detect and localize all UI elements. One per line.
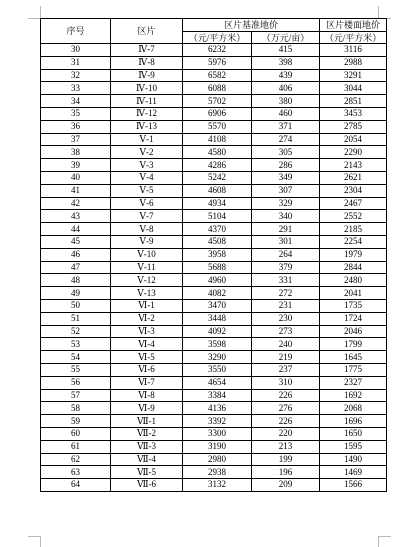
table-row [41, 248, 387, 261]
table-row [41, 479, 387, 492]
cell-base-price-sqm: 5104 [183, 210, 252, 223]
table-row [41, 287, 387, 300]
table-row [41, 376, 387, 389]
cell-zone: Ⅴ-2 [111, 146, 183, 159]
cell-floor-price: 1696 [320, 415, 387, 428]
cell-seq: 50 [41, 299, 111, 312]
cell-seq: 39 [41, 159, 111, 172]
cell-base-price-mu: 219 [252, 351, 320, 364]
cell-zone: Ⅶ-1 [111, 415, 183, 428]
cell-base-price-sqm: 3392 [183, 415, 252, 428]
cell-base-price-sqm: 4108 [183, 133, 252, 146]
cell-zone: Ⅴ-1 [111, 133, 183, 146]
cell-base-price-sqm: 3132 [183, 479, 252, 492]
cell-floor-price: 2621 [320, 171, 387, 184]
table-row [41, 197, 387, 210]
cell-zone: Ⅴ-12 [111, 274, 183, 287]
cell-base-price-sqm: 3598 [183, 338, 252, 351]
cell-floor-price: 2785 [320, 120, 387, 133]
cell-seq: 56 [41, 376, 111, 389]
cell-floor-price: 2054 [320, 133, 387, 146]
cell-base-price-sqm: 5570 [183, 120, 252, 133]
cell-base-price-mu: 237 [252, 363, 320, 376]
cell-seq: 52 [41, 325, 111, 338]
cell-floor-price: 3291 [320, 69, 387, 82]
cell-seq: 62 [41, 453, 111, 466]
cell-base-price-sqm: 4608 [183, 184, 252, 197]
cell-floor-price: 2068 [320, 402, 387, 415]
cell-floor-price: 3116 [320, 44, 387, 57]
table-row [41, 351, 387, 364]
cell-base-price-sqm: 4654 [183, 376, 252, 389]
cell-base-price-sqm: 6906 [183, 107, 252, 120]
table-row [41, 184, 387, 197]
cell-base-price-sqm: 6582 [183, 69, 252, 82]
cell-seq: 54 [41, 351, 111, 364]
cell-seq: 51 [41, 312, 111, 325]
cell-floor-price: 2480 [320, 274, 387, 287]
table-row [41, 171, 387, 184]
cell-base-price-mu: 291 [252, 223, 320, 236]
cell-seq: 31 [41, 56, 111, 69]
cell-base-price-mu: 209 [252, 479, 320, 492]
cell-floor-price: 1724 [320, 312, 387, 325]
cell-zone: Ⅵ-4 [111, 338, 183, 351]
cell-base-price-sqm: 4934 [183, 197, 252, 210]
cell-floor-price: 1692 [320, 389, 387, 402]
cell-base-price-sqm: 6232 [183, 44, 252, 57]
cell-zone: Ⅴ-11 [111, 261, 183, 274]
cell-base-price-mu: 310 [252, 376, 320, 389]
cell-seq: 32 [41, 69, 111, 82]
cell-zone: Ⅴ-3 [111, 159, 183, 172]
cell-zone: Ⅵ-3 [111, 325, 183, 338]
cell-base-price-sqm: 3958 [183, 248, 252, 261]
table-row [41, 338, 387, 351]
cell-base-price-sqm: 3300 [183, 427, 252, 440]
cell-base-price-sqm: 4092 [183, 325, 252, 338]
cell-base-price-mu: 272 [252, 287, 320, 300]
cell-zone: Ⅳ-8 [111, 56, 183, 69]
cell-base-price-sqm: 5702 [183, 95, 252, 108]
cell-zone: Ⅳ-10 [111, 82, 183, 95]
cell-base-price-sqm: 4286 [183, 159, 252, 172]
table-row [41, 146, 387, 159]
cell-seq: 43 [41, 210, 111, 223]
cell-zone: Ⅴ-4 [111, 171, 183, 184]
cell-zone: Ⅴ-8 [111, 223, 183, 236]
cell-floor-price: 2143 [320, 159, 387, 172]
cell-base-price-mu: 331 [252, 274, 320, 287]
header-seq: 序号 [41, 19, 111, 44]
cell-base-price-sqm: 3384 [183, 389, 252, 402]
cell-zone: Ⅳ-9 [111, 69, 183, 82]
table-row [41, 466, 387, 479]
table-row [41, 312, 387, 325]
cell-zone: Ⅳ-11 [111, 95, 183, 108]
cell-floor-price: 2552 [320, 210, 387, 223]
cell-seq: 59 [41, 415, 111, 428]
cell-seq: 48 [41, 274, 111, 287]
cell-floor-price: 2844 [320, 261, 387, 274]
cell-base-price-mu: 398 [252, 56, 320, 69]
cell-base-price-mu: 273 [252, 325, 320, 338]
table-row [41, 95, 387, 108]
table-row [41, 440, 387, 453]
cell-base-price-mu: 349 [252, 171, 320, 184]
cell-zone: Ⅵ-9 [111, 402, 183, 415]
cell-seq: 61 [41, 440, 111, 453]
cell-floor-price: 2467 [320, 197, 387, 210]
cell-zone: Ⅶ-6 [111, 479, 183, 492]
cell-base-price-sqm: 3190 [183, 440, 252, 453]
cell-floor-price: 1469 [320, 466, 387, 479]
cell-zone: Ⅴ-10 [111, 248, 183, 261]
cell-base-price-sqm: 5688 [183, 261, 252, 274]
cell-floor-price: 2041 [320, 287, 387, 300]
cell-seq: 58 [41, 402, 111, 415]
cell-seq: 37 [41, 133, 111, 146]
cell-base-price-sqm: 4136 [183, 402, 252, 415]
table-row [41, 133, 387, 146]
cell-base-price-sqm: 4370 [183, 223, 252, 236]
cell-seq: 63 [41, 466, 111, 479]
cell-seq: 45 [41, 235, 111, 248]
cell-seq: 42 [41, 197, 111, 210]
header-base-price: 区片基准地价 [183, 19, 320, 32]
cell-floor-price: 1595 [320, 440, 387, 453]
cell-seq: 47 [41, 261, 111, 274]
cell-zone: Ⅳ-12 [111, 107, 183, 120]
cell-base-price-mu: 305 [252, 146, 320, 159]
table-row [41, 107, 387, 120]
cell-floor-price: 1650 [320, 427, 387, 440]
cell-base-price-mu: 226 [252, 415, 320, 428]
table-body [41, 44, 387, 492]
cell-base-price-sqm: 2938 [183, 466, 252, 479]
cell-zone: Ⅳ-13 [111, 120, 183, 133]
header-floor-price: 区片楼面地价 [320, 19, 387, 32]
cell-zone: Ⅶ-2 [111, 427, 183, 440]
table-row [41, 235, 387, 248]
table-row [41, 274, 387, 287]
table-row [41, 325, 387, 338]
cell-base-price-sqm: 5242 [183, 171, 252, 184]
cell-zone: Ⅴ-9 [111, 235, 183, 248]
cell-base-price-mu: 274 [252, 133, 320, 146]
cell-zone: Ⅴ-5 [111, 184, 183, 197]
cell-floor-price: 2046 [320, 325, 387, 338]
cell-zone: Ⅶ-5 [111, 466, 183, 479]
land-price-table [40, 18, 387, 492]
cell-floor-price: 2304 [320, 184, 387, 197]
page-corner-mark [378, 536, 391, 547]
table-row [41, 44, 387, 57]
cell-zone: Ⅴ-13 [111, 287, 183, 300]
cell-floor-price: 1979 [320, 248, 387, 261]
header-unit-sqm: （元/平方米） [183, 32, 252, 44]
cell-floor-price: 2254 [320, 235, 387, 248]
cell-zone: Ⅴ-6 [111, 197, 183, 210]
cell-seq: 41 [41, 184, 111, 197]
cell-base-price-mu: 240 [252, 338, 320, 351]
cell-base-price-mu: 415 [252, 44, 320, 57]
cell-base-price-mu: 301 [252, 235, 320, 248]
cell-zone: Ⅵ-7 [111, 376, 183, 389]
cell-seq: 38 [41, 146, 111, 159]
cell-floor-price: 1490 [320, 453, 387, 466]
cell-base-price-mu: 276 [252, 402, 320, 415]
table-row [41, 210, 387, 223]
table-row [41, 299, 387, 312]
cell-base-price-sqm: 4508 [183, 235, 252, 248]
cell-base-price-mu: 307 [252, 184, 320, 197]
cell-seq: 55 [41, 363, 111, 376]
cell-base-price-mu: 230 [252, 312, 320, 325]
table-row [41, 159, 387, 172]
cell-floor-price: 1645 [320, 351, 387, 364]
cell-zone: Ⅵ-1 [111, 299, 183, 312]
cell-seq: 30 [41, 44, 111, 57]
cell-base-price-sqm: 4082 [183, 287, 252, 300]
cell-base-price-mu: 231 [252, 299, 320, 312]
cell-base-price-mu: 329 [252, 197, 320, 210]
cell-base-price-mu: 196 [252, 466, 320, 479]
cell-base-price-sqm: 4580 [183, 146, 252, 159]
cell-base-price-mu: 439 [252, 69, 320, 82]
cell-zone: Ⅵ-5 [111, 351, 183, 364]
cell-zone: Ⅵ-8 [111, 389, 183, 402]
cell-seq: 53 [41, 338, 111, 351]
cell-floor-price: 1775 [320, 363, 387, 376]
cell-base-price-mu: 199 [252, 453, 320, 466]
cell-floor-price: 1566 [320, 479, 387, 492]
cell-base-price-mu: 380 [252, 95, 320, 108]
cell-base-price-sqm: 3470 [183, 299, 252, 312]
cell-seq: 40 [41, 171, 111, 184]
cell-floor-price: 3044 [320, 82, 387, 95]
page-corner-mark [28, 536, 41, 547]
cell-seq: 60 [41, 427, 111, 440]
cell-zone: Ⅶ-3 [111, 440, 183, 453]
cell-zone: Ⅵ-6 [111, 363, 183, 376]
header-zone: 区片 [111, 19, 183, 44]
cell-base-price-sqm: 5976 [183, 56, 252, 69]
cell-base-price-mu: 264 [252, 248, 320, 261]
cell-base-price-sqm: 6088 [183, 82, 252, 95]
cell-base-price-mu: 340 [252, 210, 320, 223]
table-row [41, 261, 387, 274]
cell-base-price-mu: 286 [252, 159, 320, 172]
cell-floor-price: 1735 [320, 299, 387, 312]
cell-floor-price: 2988 [320, 56, 387, 69]
cell-base-price-sqm: 3290 [183, 351, 252, 364]
cell-seq: 36 [41, 120, 111, 133]
cell-seq: 64 [41, 479, 111, 492]
table-row [41, 389, 387, 402]
table-row [41, 402, 387, 415]
cell-base-price-sqm: 4960 [183, 274, 252, 287]
table-row [41, 120, 387, 133]
cell-base-price-mu: 213 [252, 440, 320, 453]
cell-base-price-sqm: 2980 [183, 453, 252, 466]
cell-seq: 44 [41, 223, 111, 236]
cell-base-price-sqm: 3550 [183, 363, 252, 376]
cell-floor-price: 2851 [320, 95, 387, 108]
header-unit-mu: （万元/亩） [252, 32, 320, 44]
cell-zone: Ⅶ-4 [111, 453, 183, 466]
header-unit-floor: （元/平方米） [320, 32, 387, 44]
cell-seq: 49 [41, 287, 111, 300]
table-header [41, 19, 387, 44]
table-row [41, 223, 387, 236]
cell-zone: Ⅳ-7 [111, 44, 183, 57]
cell-base-price-mu: 226 [252, 389, 320, 402]
cell-seq: 46 [41, 248, 111, 261]
table-row [41, 363, 387, 376]
table-row [41, 69, 387, 82]
cell-base-price-mu: 379 [252, 261, 320, 274]
cell-floor-price: 1799 [320, 338, 387, 351]
cell-floor-price: 3453 [320, 107, 387, 120]
table-row [41, 56, 387, 69]
table-row [41, 453, 387, 466]
cell-seq: 34 [41, 95, 111, 108]
cell-zone: Ⅴ-7 [111, 210, 183, 223]
table-row [41, 82, 387, 95]
cell-base-price-mu: 460 [252, 107, 320, 120]
table-row [41, 427, 387, 440]
cell-seq: 35 [41, 107, 111, 120]
cell-floor-price: 2327 [320, 376, 387, 389]
table-row [41, 415, 387, 428]
cell-base-price-mu: 220 [252, 427, 320, 440]
cell-floor-price: 2185 [320, 223, 387, 236]
cell-base-price-mu: 371 [252, 120, 320, 133]
cell-zone: Ⅵ-2 [111, 312, 183, 325]
cell-floor-price: 2290 [320, 146, 387, 159]
cell-seq: 33 [41, 82, 111, 95]
cell-base-price-mu: 406 [252, 82, 320, 95]
cell-base-price-sqm: 3448 [183, 312, 252, 325]
cell-seq: 57 [41, 389, 111, 402]
